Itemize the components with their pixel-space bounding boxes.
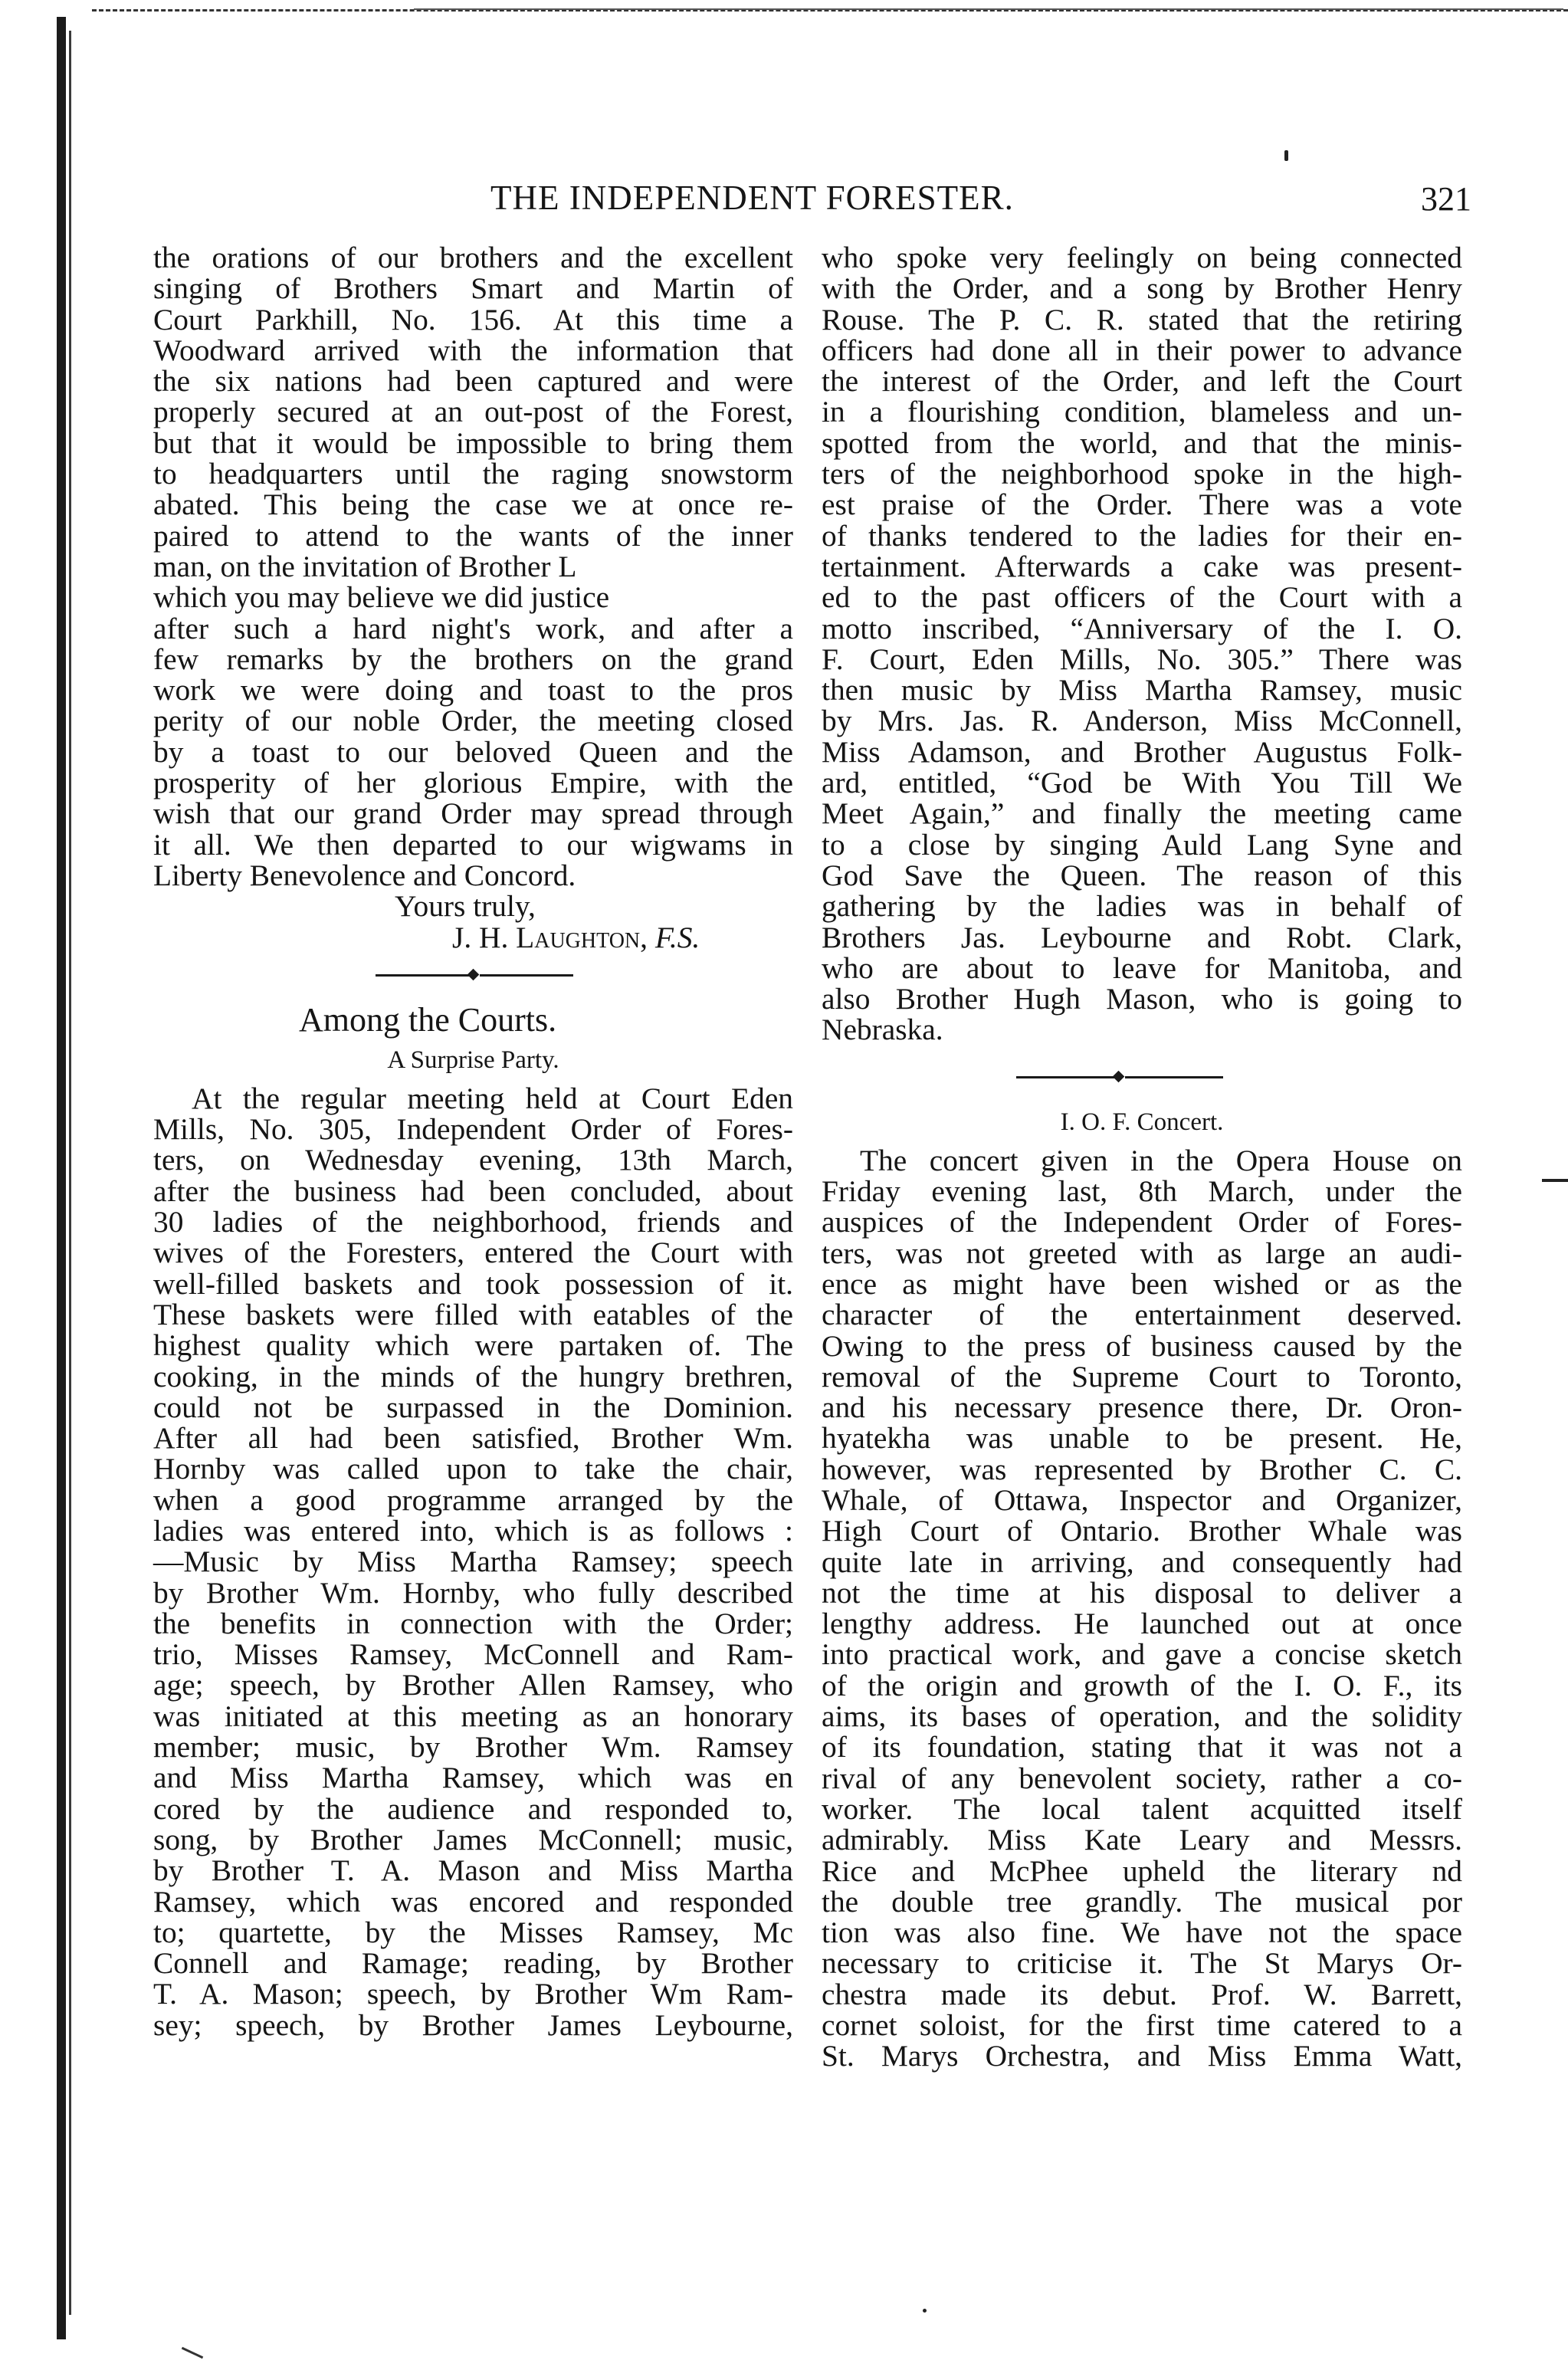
- text-line: the double tree grandly. The musical por: [822, 1884, 1462, 1919]
- text-line: ters, on Wednesday evening, 13th March,: [153, 1143, 793, 1177]
- text-line: wives of the Foresters, entered the Court with: [153, 1236, 793, 1270]
- text-line: abated. This being the case we at once re-: [153, 487, 793, 522]
- text-line: Rouse. The P. C. R. stated that the retiring: [822, 302, 1462, 336]
- text-line: wish that our grand Order may spread through: [153, 796, 793, 831]
- text-line: few remarks by the brothers on the grand: [153, 642, 793, 676]
- text-line: St. Marys Orchestra, and Miss Emma Watt,: [822, 2039, 1462, 2073]
- text-line: by Brother Wm. Hornby, who fully described: [153, 1575, 793, 1610]
- text-line: to headquarters until the raging snowstorm: [153, 457, 793, 491]
- text-line: could not be surpassed in the Dominion.: [153, 1390, 793, 1424]
- signature-name: J. H. Laughton,: [452, 920, 648, 954]
- letter-signature: [153, 922, 793, 953]
- article-title: I. O. F. Concert.: [1060, 1108, 1224, 1136]
- text-line: Ramsey, which was encored and responded: [153, 1884, 793, 1919]
- article-title: A Surprise Party.: [387, 1046, 559, 1074]
- text-line: Friday evening last, 8th March, under the: [822, 1174, 1462, 1209]
- text-line: Brothers Jas. Leybourne and Robt. Clark,: [822, 920, 1462, 954]
- text-line: 30 ladies of the neighborhood, friends and: [153, 1205, 793, 1239]
- text-line: chestra made its debut. Prof. W. Barrett,: [822, 1977, 1462, 2011]
- text-line: Hornby was called upon to take the chair,: [153, 1452, 793, 1486]
- text-line: it all. We then departed to our wigwams in: [153, 827, 793, 862]
- text-line: the interest of the Order, and left the Court: [822, 364, 1462, 399]
- scan-page-edge: [57, 17, 66, 2339]
- text-line: with the Order, and a song by Brother Henry: [822, 271, 1462, 306]
- text-line: when a good programme arranged by the: [153, 1482, 793, 1517]
- text-line: member; music, by Brother Wm. Ramsey: [153, 1730, 793, 1764]
- text-line: properly secured at an out-post of the Forest,: [153, 395, 793, 429]
- text-line: who spoke very feelingly on being connected: [822, 241, 1462, 274]
- text-line: After all had been satisfied, Brother Wm.: [153, 1421, 793, 1456]
- text-line: the orations of our brothers and the excellent: [153, 241, 793, 274]
- text-line: of its foundation, stating that it was not a: [822, 1730, 1462, 1764]
- text-line: which you may believe we did justice: [153, 580, 610, 615]
- signature-title: F.S.: [654, 920, 700, 954]
- text-line: auspices of the Independent Order of Fores-: [822, 1205, 1462, 1239]
- section-divider: [153, 960, 793, 991]
- text-line: the six nations had been captured and were: [153, 364, 793, 399]
- text-line: ladies was entered into, which is as follows :: [153, 1513, 793, 1548]
- text-line: necessary to criticise it. The St Marys Or-: [822, 1946, 1462, 1981]
- text-line: removal of the Supreme Court to Toronto,: [822, 1359, 1462, 1394]
- text-line: motto inscribed, “Anniversary of the I. O.: [822, 611, 1462, 645]
- text-line: paired to attend to the wants of the inner: [153, 518, 793, 553]
- text-line: ence as might have been wished or as the: [822, 1266, 1462, 1301]
- text-line: ters, was not greeted with as large an audi-: [822, 1236, 1462, 1270]
- text-line: who are about to leave for Manitoba, and: [822, 950, 1462, 985]
- text-line: trio, Misses Ramsey, McConnell and Ram-: [153, 1637, 793, 1672]
- text-line: At the regular meeting held at Court Eden: [192, 1081, 793, 1115]
- scan-footer-mark: [182, 2347, 203, 2359]
- scan-page-edge-inner: [69, 31, 71, 2315]
- text-line: Woodward arrived with the information that: [153, 333, 793, 367]
- text-line: highest quality which were partaken of. The: [153, 1328, 793, 1363]
- text-line: Rice and McPhee upheld the literary nd: [822, 1853, 1462, 1888]
- text-line: gathering by the ladies was in behalf of: [822, 889, 1462, 924]
- text-line: cooking, in the minds of the hungry brethren,: [153, 1359, 793, 1394]
- section-title: Among the Courts.: [299, 1000, 557, 1039]
- text-line: to; quartette, by the Misses Ramsey, Mc: [153, 1915, 793, 1949]
- text-line: Liberty Benevolence and Concord.: [153, 858, 576, 892]
- text-line: cornet soloist, for the first time catered to a: [822, 2008, 1462, 2043]
- text-line: hyatekha was unable to be present. He,: [822, 1421, 1462, 1456]
- running-head: [153, 178, 1471, 224]
- text-line: not the time at his disposal to deliver a: [822, 1575, 1462, 1610]
- text-line: in a flourishing condition, blameless and un-: [822, 395, 1462, 429]
- text-line: to a close by singing Auld Lang Syne and: [822, 827, 1462, 862]
- text-line: officers had done all in their power to advance: [822, 333, 1462, 367]
- text-line: by Brother T. A. Mason and Miss Martha: [153, 1853, 793, 1888]
- text-line: after such a hard night's work, and after a: [153, 611, 793, 645]
- text-line: Nebraska.: [822, 1013, 943, 1047]
- text-line: T. A. Mason; speech, by Brother Wm Ram-: [153, 1977, 793, 2011]
- text-line: F. Court, Eden Mills, No. 305.” There was: [822, 642, 1462, 676]
- text-line: God Save the Queen. The reason of this: [822, 858, 1462, 892]
- scan-speck: [923, 2309, 927, 2313]
- publication-title: THE INDEPENDENT FORESTER.: [490, 179, 1014, 217]
- right-column: [822, 242, 1462, 2072]
- text-line: song, by Brother James McConnell; music,: [153, 1822, 793, 1856]
- text-line: Owing to the press of business caused by the: [822, 1328, 1462, 1363]
- text-line: The concert given in the Opera House on: [860, 1143, 1462, 1177]
- text-line: singing of Brothers Smart and Martin of: [153, 271, 793, 306]
- text-line: aims, its bases of operation, and the solidity: [822, 1699, 1462, 1734]
- text-line: Meet Again,” and finally the meeting came: [822, 796, 1462, 831]
- text-line: and his necessary presence there, Dr. Oron-: [822, 1390, 1462, 1425]
- letter-closing: [153, 889, 793, 924]
- text-line: cored by the audience and responded to,: [153, 1791, 793, 1826]
- text-line: well-filled baskets and took possession of it.: [153, 1266, 793, 1301]
- text-line: tertainment. Afterwards a cake was present-: [822, 549, 1462, 583]
- text-line: of the origin and growth of the I. O. F., its: [822, 1668, 1462, 1702]
- text-line: Whale, of Ottawa, Inspector and Organizer,: [822, 1482, 1462, 1517]
- text-line: man, on the invitation of Brother L: [153, 549, 577, 583]
- text-line: then music by Miss Martha Ramsey, music: [822, 673, 1462, 707]
- text-line: character of the entertainment deserved.: [822, 1298, 1462, 1332]
- text-line: spotted from the world, and that the minis-: [822, 425, 1462, 460]
- text-line: into practical work, and gave a concise sketch: [822, 1637, 1462, 1672]
- text-line: Court Parkhill, No. 156. At this time a: [153, 302, 793, 336]
- text-line: perity of our noble Order, the meeting closed: [153, 704, 793, 738]
- section-divider: [822, 1062, 1462, 1093]
- text-line: rival of any benevolent society, rather a co-: [822, 1761, 1462, 1795]
- scan-top-edge-line: [414, 8, 1563, 10]
- text-line: sey; speech, by Brother James Leybourne,: [153, 2007, 793, 2042]
- article-body: [822, 1145, 1462, 2072]
- letter-continuation: [153, 242, 793, 953]
- text-line: ard, entitled, “God be With You Till We: [822, 766, 1462, 800]
- text-line: of thanks tendered to the ladies for their en-: [822, 518, 1462, 553]
- text-line: by Mrs. Jas. R. Anderson, Miss McConnell,: [822, 704, 1462, 738]
- text-line: est praise of the Order. There was a vote: [822, 487, 1462, 522]
- text-line: Mills, No. 305, Independent Order of Fores-: [153, 1112, 793, 1147]
- text-line: but that it would be impossible to bring them: [153, 425, 793, 460]
- article-body: [153, 1083, 793, 2040]
- text-line: High Court of Ontario. Brother Whale was: [822, 1514, 1462, 1548]
- text-line: —Music by Miss Martha Ramsey; speech: [153, 1545, 793, 1579]
- text-line: the benefits in connection with the Order;: [153, 1606, 793, 1640]
- left-column: [153, 242, 793, 2040]
- text-line: Connell and Ramage; reading, by Brother: [153, 1946, 793, 1981]
- text-line: also Brother Hugh Mason, who is going to: [822, 982, 1462, 1016]
- text-line: after the business had been concluded, about: [153, 1174, 793, 1208]
- text-line: worker. The local talent acquitted itself: [822, 1791, 1462, 1826]
- text-line: Miss Adamson, and Brother Augustus Folk-: [822, 734, 1462, 769]
- text-line: was initiated at this meeting as an honorary: [153, 1699, 793, 1733]
- text-line: admirably. Miss Kate Leary and Messrs.: [822, 1823, 1462, 1857]
- text-line: by a toast to our beloved Queen and the: [153, 734, 793, 769]
- text-line: tion was also fine. We have not the space: [822, 1915, 1462, 1950]
- text-line: These baskets were filled with eatables of the: [153, 1297, 793, 1331]
- closing-text: Yours truly,: [395, 889, 536, 924]
- text-line: lengthy address. He launched out at once: [822, 1607, 1462, 1641]
- article-continuation: [822, 242, 1462, 1046]
- text-line: quite late in arriving, and consequently had: [822, 1545, 1462, 1579]
- text-line: however, was represented by Brother C. C.: [822, 1452, 1462, 1486]
- page-number: 321: [1421, 180, 1471, 218]
- text-line: prosperity of her glorious Empire, with the: [153, 766, 793, 800]
- scan-speck: [1284, 150, 1288, 161]
- text-line: ters of the neighborhood spoke in the high-: [822, 457, 1462, 491]
- text-line: and Miss Martha Ramsey, which was en: [153, 1761, 793, 1795]
- text-line: work we were doing and toast to the pros: [153, 673, 793, 707]
- scan-margin-tick: [1542, 1179, 1568, 1182]
- text-line: age; speech, by Brother Allen Ramsey, who: [153, 1668, 793, 1702]
- text-line: ed to the past officers of the Court with a: [822, 580, 1462, 615]
